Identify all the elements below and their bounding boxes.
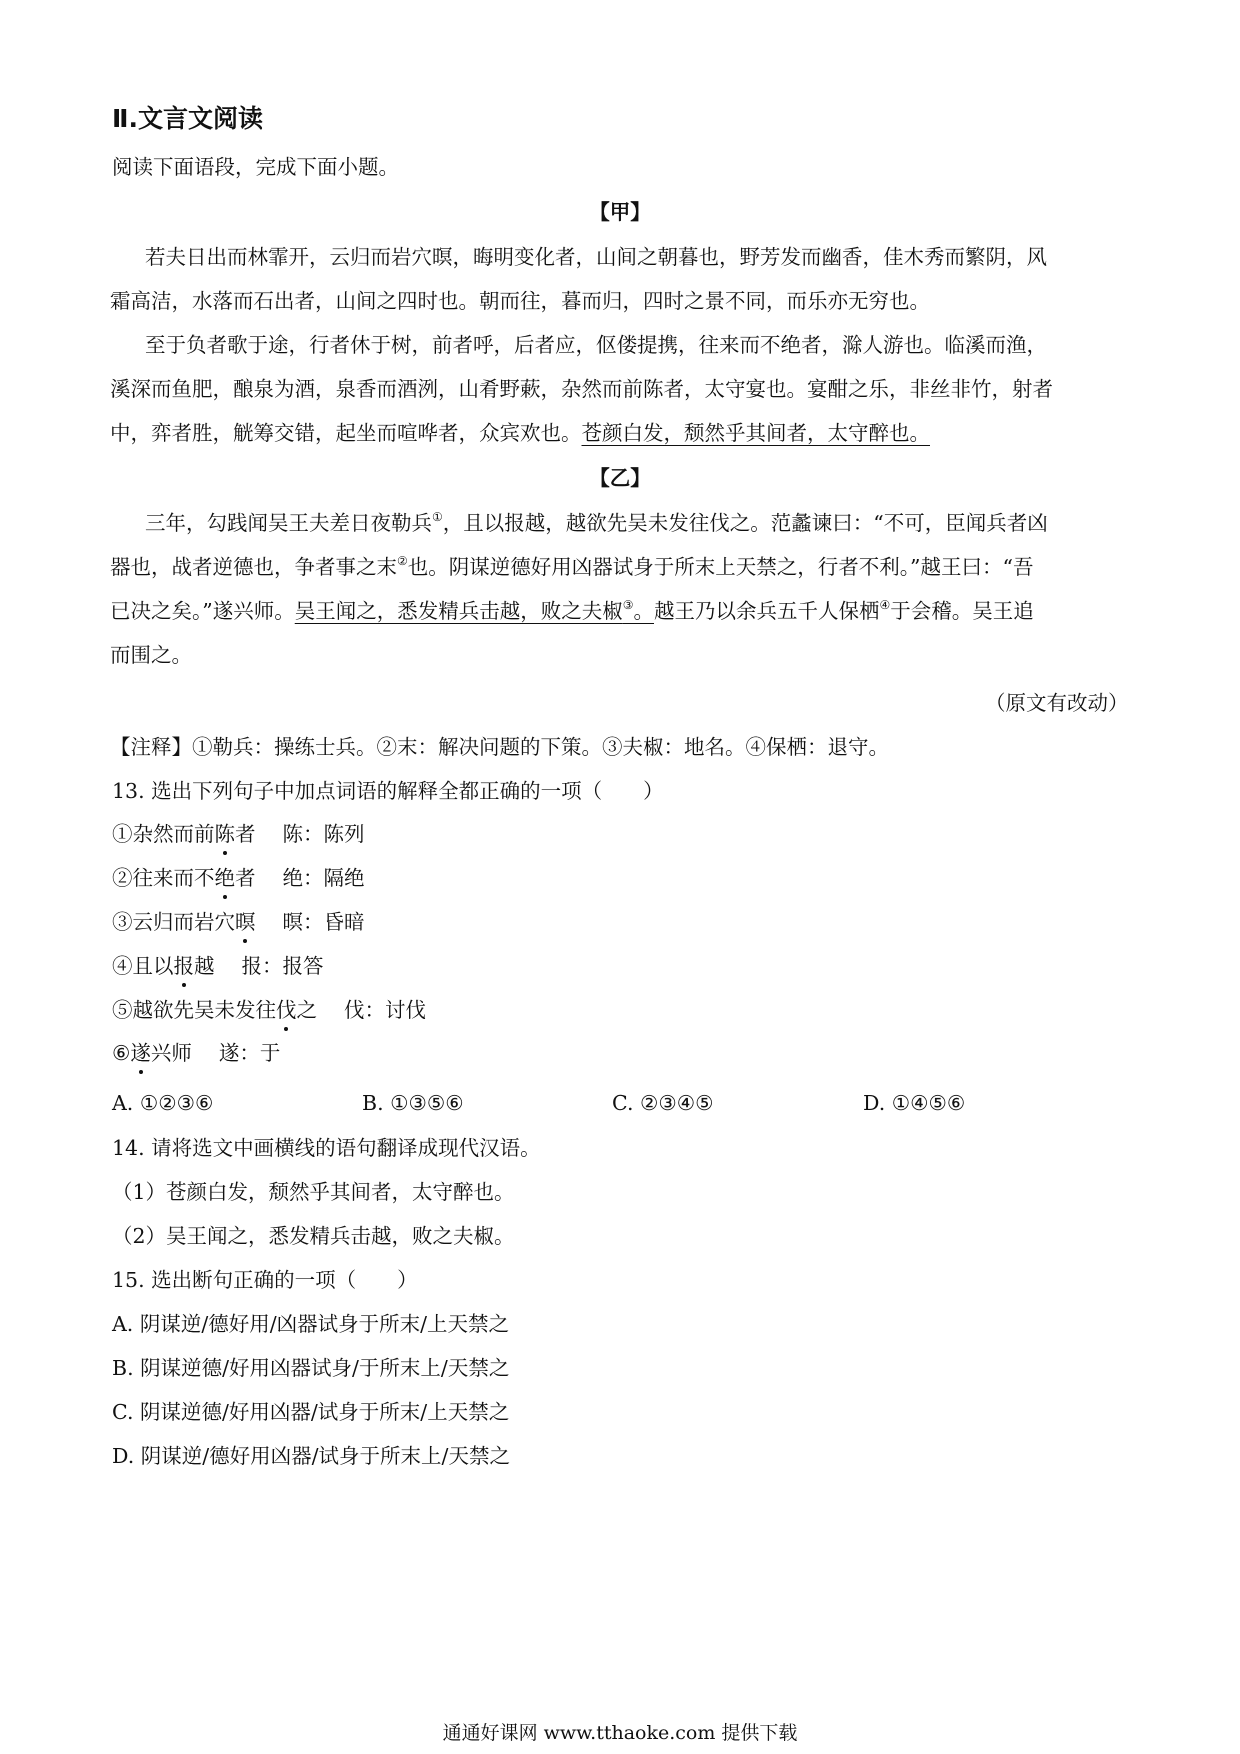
underlined-sentence-1: 苍颜白发，颓然乎其间者，太守醉也。 bbox=[581, 421, 930, 445]
q13-item bbox=[112, 864, 365, 892]
q13-option-a[interactable]: A. ①②③⑥ bbox=[112, 1091, 214, 1115]
q13-item-text: ⑥ bbox=[112, 1041, 131, 1065]
passage-yi-label: 【乙】 bbox=[589, 466, 651, 490]
q13-item-text: ⑤越欲先吴未发往 bbox=[112, 998, 276, 1022]
passage-jia-line: 若夫日出而林霏开，云归而岩穴暝，晦明变化者，山间之朝暮也，野芳发而幽香，佳木秀而繁阴，风 bbox=[145, 245, 1047, 269]
q13-option-b[interactable]: B. ①③⑤⑥ bbox=[362, 1091, 464, 1115]
q13-item bbox=[112, 908, 365, 936]
dotted-word: 暝 bbox=[235, 910, 256, 934]
dotted-word: 绝 bbox=[214, 866, 235, 890]
q13-item bbox=[112, 996, 426, 1024]
passage-yi-text: 三年，勾践闻吴王夫差日夜勒兵 bbox=[145, 511, 432, 535]
footnote-marker: ④ bbox=[879, 598, 891, 612]
q14-sentence-1: （1）苍颜白发，颓然乎其间者，太守醉也。 bbox=[112, 1180, 515, 1204]
annotations: 【注释】①勒兵：操练士兵。②末：解决问题的下策。③夫椒：地名。④保栖：退守。 bbox=[110, 735, 889, 759]
q13-item-text: 者 陈：陈列 bbox=[235, 822, 365, 846]
question-14-stem: 14. 请将选文中画横线的语句翻译成现代汉语。 bbox=[112, 1136, 541, 1160]
q13-item-text: 之 伐：讨伐 bbox=[296, 998, 427, 1022]
dotted-word: 伐 bbox=[276, 998, 297, 1022]
dotted-word: 遂 bbox=[130, 1041, 151, 1065]
passage-yi-line bbox=[110, 553, 1033, 581]
source-note: （原文有改动） bbox=[985, 691, 1129, 715]
passage-yi-text: 于会稽。吴王追 bbox=[890, 599, 1034, 623]
q13-item bbox=[112, 952, 324, 980]
q13-item bbox=[112, 820, 365, 848]
passage-yi-text: ，且以报越，越欲先吴未发往伐之。范蠡谏曰：“不可，臣闻兵者凶 bbox=[442, 511, 1048, 535]
q14-sentence-2: （2）吴王闻之，悉发精兵击越，败之夫椒。 bbox=[112, 1224, 515, 1248]
dotted-word: 报 bbox=[173, 954, 194, 978]
underlined-sentence-2 bbox=[295, 599, 654, 623]
passage-jia-line: 溪深而鱼肥，酿泉为酒，泉香而酒洌，山肴野蔌，杂然而前陈者，太守宴也。宴酣之乐，非丝非竹，射者 bbox=[110, 377, 1053, 401]
q13-item-text: ③云归而岩穴 bbox=[112, 910, 235, 934]
q13-item-text: 者 绝：隔绝 bbox=[235, 866, 365, 890]
question-15-stem: 15. 选出断句正确的一项（ ） bbox=[112, 1268, 418, 1292]
q13-item-text: ②往来而不 bbox=[112, 866, 215, 890]
passage-yi-line: 而围之。 bbox=[110, 643, 192, 667]
q13-item-text: 越 报：报答 bbox=[194, 954, 324, 978]
underlined-text: 吴王闻之，悉发精兵击越，败之夫椒 bbox=[294, 599, 623, 623]
passage-yi-text: 也。阴谋逆德好用凶器试身于所末上天禁之，行者不利。”越王曰：“吾 bbox=[407, 555, 1034, 579]
q13-option-c[interactable]: C. ②③④⑤ bbox=[612, 1091, 714, 1115]
q13-item-text: ④且以 bbox=[112, 954, 174, 978]
q13-item bbox=[112, 1039, 280, 1067]
page-footer: 通通好课网 www.tthaoke.com 提供下载 bbox=[442, 1722, 798, 1744]
passage-yi-text: 已决之矣。”遂兴师。 bbox=[110, 599, 295, 623]
q13-item-text: ①杂然而前 bbox=[112, 822, 215, 846]
passage-yi-line bbox=[145, 509, 1048, 537]
passage-yi-line bbox=[110, 597, 1034, 625]
passage-jia-text: 中，弈者胜，觥筹交错，起坐而喧哗者，众宾欢也。 bbox=[110, 421, 582, 445]
underlined-text: 。 bbox=[633, 599, 654, 623]
footnote-marker: ① bbox=[432, 510, 443, 524]
q15-option-d[interactable]: D. 阴谋逆/德好用凶器/试身于所末上/天禁之 bbox=[112, 1444, 510, 1468]
q13-item-text: 兴师 遂：于 bbox=[150, 1041, 281, 1065]
passage-jia-line bbox=[110, 419, 930, 447]
dotted-word: 陈 bbox=[214, 822, 235, 846]
q15-option-b[interactable]: B. 阴谋逆德/好用凶器试身/于所末上/天禁之 bbox=[112, 1356, 510, 1380]
q13-item-text: 暝：昏暗 bbox=[255, 910, 365, 934]
passage-yi-text: 器也，战者逆德也，争者事之末 bbox=[110, 555, 397, 579]
q15-option-a[interactable]: A. 阴谋逆/德好用/凶器试身于所末/上天禁之 bbox=[112, 1312, 510, 1336]
passage-jia-line: 霜高洁，水落而石出者，山间之四时也。朝而往，暮而归，四时之景不同，而乐亦无穷也。 bbox=[110, 289, 930, 313]
q13-option-d[interactable]: D. ①④⑤⑥ bbox=[863, 1091, 966, 1115]
footnote-marker: ③ bbox=[622, 598, 634, 612]
passage-jia-label: 【甲】 bbox=[589, 200, 651, 224]
section-title: Ⅱ.文言文阅读 bbox=[112, 104, 263, 133]
q15-option-c[interactable]: C. 阴谋逆德/好用凶器/试身于所末/上天禁之 bbox=[112, 1400, 510, 1424]
passage-yi-text: 越王乃以余兵五千人保栖 bbox=[654, 599, 880, 623]
footnote-marker: ② bbox=[397, 554, 408, 568]
passage-jia-line: 至于负者歌于途，行者休于树，前者呼，后者应，伛偻提携，往来而不绝者，滁人游也。临溪而渔， bbox=[145, 333, 1047, 357]
question-13-stem: 13. 选出下列句子中加点词语的解释全都正确的一项（ ） bbox=[112, 779, 664, 803]
reading-instruction: 阅读下面语段，完成下面小题。 bbox=[112, 155, 399, 179]
